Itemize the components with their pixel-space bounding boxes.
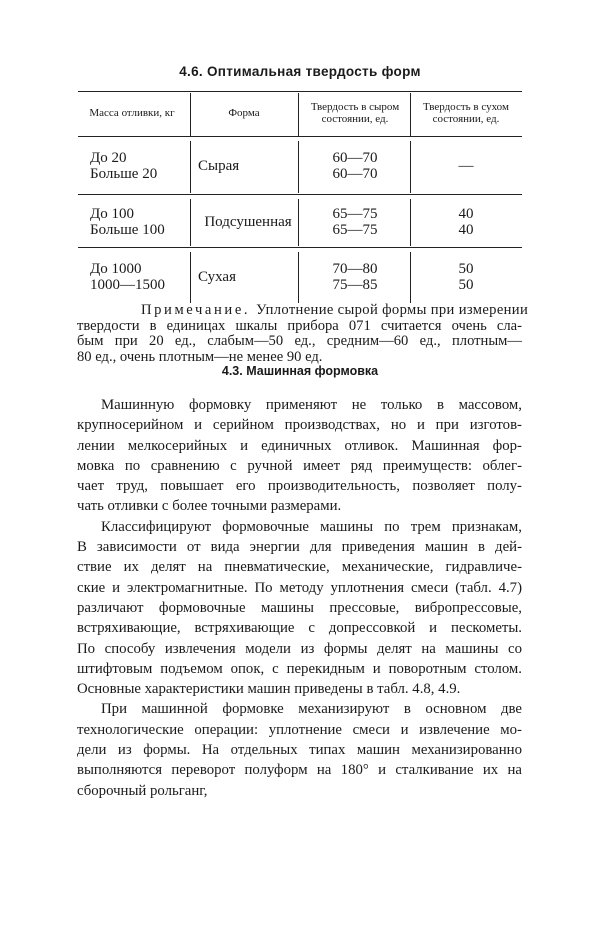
cell-dry: 50 [458, 276, 474, 293]
cell-dry: 40 [458, 221, 474, 238]
paragraph [77, 395, 522, 517]
cell-wet: 70—80 [332, 260, 378, 277]
paragraph [77, 699, 522, 800]
column-rule [190, 199, 191, 246]
paragraph-line: выполняются переворот полуформ на 180° и сталкивание их на [77, 762, 522, 779]
paragraph-line: При машинной формовке механизируют в основном две [101, 701, 522, 718]
paragraph-line: различают формовочные машины прессовые, вибропрессовые, [77, 599, 522, 616]
note-line: 80 ед., очень плотным—не менее 90 ед. [77, 348, 323, 365]
header-mass: Масса отливки, кг [89, 107, 175, 119]
cell-wet: 60—70 [332, 166, 378, 182]
cell-wet: 75—85 [332, 276, 378, 293]
column-rule [298, 93, 299, 136]
paragraph-line: Машинную формовку применяют не только в массовом, [101, 397, 522, 413]
column-rule [410, 93, 411, 136]
cell-mass: До 20 [90, 150, 127, 166]
row-rule [78, 247, 522, 248]
paragraph-line: встряхивающие, встряхивающие с допрессовкой и пескометы. [77, 620, 522, 637]
note-line: бым при 20 ед., слабым—50 ед., средним—60 ед., плотным— [77, 333, 522, 350]
paragraph-line: чает труд, повышает его производительность, позволяет полу- [77, 478, 522, 495]
row-rule [78, 194, 522, 195]
column-rule [190, 93, 191, 136]
header-dry: Твердость в сухом состоянии, ед. [423, 101, 509, 125]
cell-dry: — [458, 158, 474, 174]
note-line [77, 302, 529, 319]
paragraph-line: Классифицируют формовочные машины по трем признакам, [101, 518, 522, 535]
cell-mass: До 100 [90, 205, 134, 222]
paragraph [77, 517, 522, 700]
cell-form: Подсушенная [204, 213, 292, 230]
column-rule [298, 252, 299, 303]
cell-mass: До 1000 [90, 260, 142, 277]
paragraph-line: чать отливки с более точными размерами. [77, 498, 342, 515]
note-label: Примечание. [141, 302, 251, 318]
paragraph-line: штифтовым подъемом опок, с перекидным и поворотным столом. [77, 660, 522, 677]
cell-dry: 50 [458, 260, 474, 277]
hardness-table [78, 91, 522, 303]
cell-form: Сырая [198, 158, 240, 174]
table-top-rule [78, 91, 522, 92]
cell-dry: 40 [458, 205, 474, 222]
column-rule [298, 199, 299, 246]
paragraph-line: технологические операции: уплотнение смеси и извлечение мо- [77, 721, 522, 738]
header-rule [78, 136, 522, 137]
paragraph-line: В зависимости от вида энергии для приведения машин в дей- [77, 539, 522, 556]
cell-wet: 65—75 [332, 221, 378, 238]
column-rule [190, 252, 191, 303]
paragraph-line: дели из формы. На отдельных типах машин механизированно [77, 742, 522, 759]
column-rule [190, 141, 191, 193]
cell-wet: 65—75 [332, 205, 378, 222]
paragraph-line: мовка по сравнению с ручной имеет ряд преимуществ: облег- [77, 457, 522, 474]
header-wet: Твердость в сыром состоянии, ед. [310, 101, 400, 125]
table-title: 4.6. Оптимальная твердость форм [179, 64, 421, 79]
section-body [77, 395, 522, 801]
paragraph-line: ствие их делят на пневматические, механические, гидравличе- [77, 559, 522, 576]
cell-mass: Больше 20 [90, 166, 158, 182]
table-note [77, 302, 529, 365]
cell-mass: Больше 100 [90, 221, 165, 238]
note-text: Уплотнение сырой формы при измерении [256, 302, 529, 318]
paragraph-line: По способу извлечения модели из формы делят на машины со [77, 640, 522, 657]
paragraph-line: лении мелкосерийных и единичных отливок. Машинная фор- [77, 437, 522, 454]
header-form: Форма [228, 107, 260, 119]
cell-form: Сухая [198, 268, 236, 285]
paragraph-line: сборочный рольганг, [77, 782, 208, 799]
column-rule [298, 141, 299, 193]
cell-mass: 1000—1500 [90, 276, 165, 293]
note-line: твердости в единицах шкалы прибора 071 считается очень сла- [77, 317, 522, 334]
section-heading: 4.3. Машинная формовка [221, 364, 379, 378]
paragraph-line: ские и электромагнитные. По методу уплотнения смеси (табл. 4.7) [77, 579, 522, 596]
cell-wet: 60—70 [332, 150, 378, 166]
paragraph-line: крупносерийном и серийном производствах, но и при изготов- [77, 417, 522, 434]
paragraph-line: Основные характеристики машин приведены в табл. 4.8, 4.9. [77, 681, 461, 698]
